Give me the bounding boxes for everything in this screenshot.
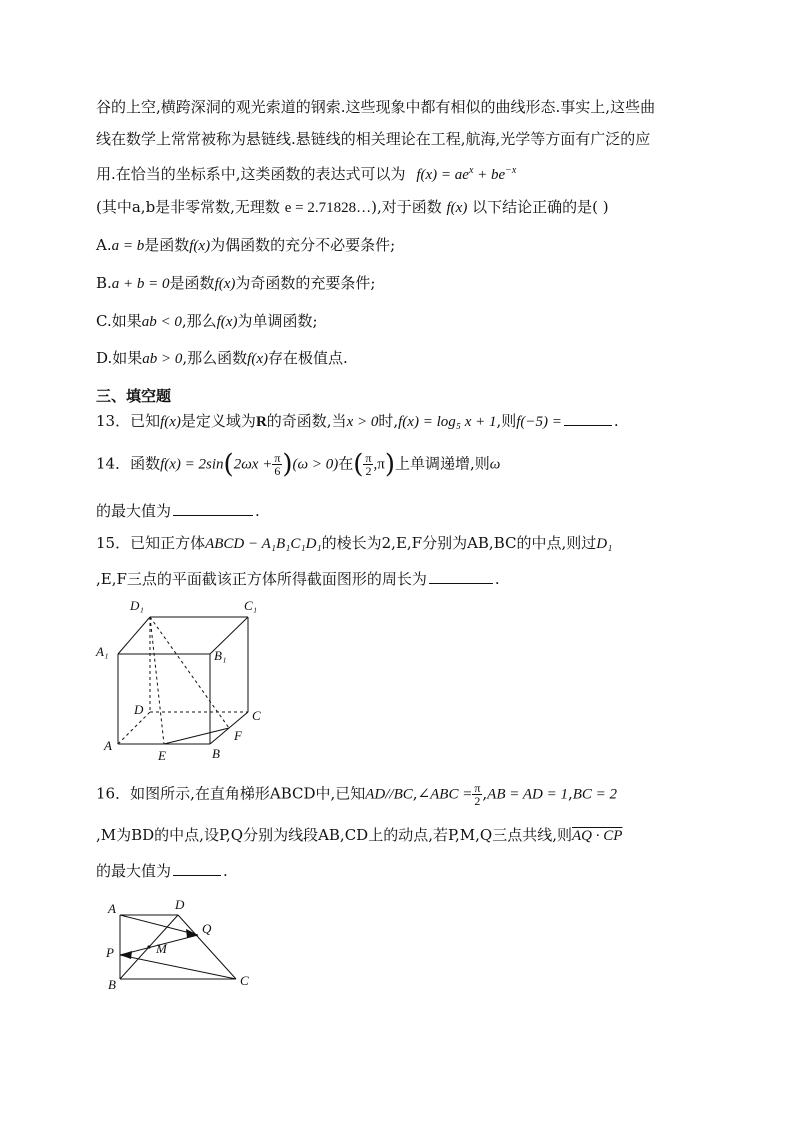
question-14: 14．函数f(x) = 2sin(2ωx + $\frac{\pi}{6}$ )(ω > 0)在( $\frac{\pi}{2}$ ,π)上单调递增,则ω — [96, 449, 501, 480]
vector-product: AQ · CP — [571, 828, 623, 844]
question-16-line-3: 的最大值为 . — [96, 862, 228, 880]
option-a[interactable]: A.a = b是函数f(x)为偶函数的充分不必要条件; — [96, 236, 396, 254]
intro-line-1: 谷的上空,横跨深洞的观光索道的钢索.这些现象中都有相似的曲线形态.事实上,这些曲 — [96, 98, 656, 116]
label-p: P — [106, 945, 114, 960]
question-14-line-2: 的最大值为 . — [96, 502, 260, 520]
cube-figure — [90, 592, 280, 767]
label-f: F — [234, 728, 242, 743]
catenary-formula: $f(x) = ae^x + be^{-x}$ — [416, 165, 517, 183]
label-a: A — [108, 901, 116, 916]
e-value: e = 2.71828… — [284, 200, 372, 216]
label-d1: D₁ — [130, 598, 144, 613]
label-c: C — [252, 708, 261, 723]
label-c1: C₁ — [244, 598, 258, 613]
question-15-line-2: ,E,F三点的平面截该正方体所得截面图形的周长为 . — [96, 570, 500, 588]
label-a: A — [104, 738, 112, 753]
label-a1: A₁ — [96, 644, 109, 659]
option-d[interactable]: D.如果ab > 0,那么函数f(x)存在极值点. — [96, 349, 348, 367]
intro-line-2: 线在数学上常常被称为悬链线.悬链线的相关理论在工程,航海,光学等方面有广泛的应 — [96, 130, 651, 148]
label-e: E — [158, 748, 166, 763]
section-title: 三、填空题 — [96, 387, 172, 405]
answer-blank-16[interactable] — [173, 861, 221, 876]
label-m: M — [156, 941, 167, 956]
label-b: B — [108, 977, 116, 992]
option-c[interactable]: C.如果ab < 0,那么f(x)为单调函数; — [96, 312, 318, 330]
label-c: C — [240, 973, 249, 988]
label-b: B — [212, 746, 220, 761]
intro-text: 用.在恰当的坐标系中,这类函数的表达式可以为 — [96, 165, 406, 183]
label-d: D — [175, 897, 185, 912]
intro-line-4: (其中a,b是非零常数,无理数 e = 2.71828…),对于函数 f(x) 以下结论正确的是( ) — [96, 198, 609, 216]
label-q: Q — [202, 921, 212, 936]
question-15: 15．已知正方体ABCD − A₁B₁C₁D₁的棱长为2,E,F分别为AB,BC的中点,则过D₁ — [96, 534, 613, 552]
question-16: 16．如图所示,在直角梯形ABCD中,已知AD//BC,∠ABC = $\frac{\pi}{2}$ ,AB = AD = 1,BC = 2 — [96, 781, 618, 808]
trapezoid-figure — [98, 897, 268, 993]
answer-blank-14[interactable] — [173, 501, 253, 516]
answer-blank-13[interactable] — [564, 411, 612, 426]
label-b1: B₁ — [214, 648, 227, 663]
question-16-line-2: ,M为BD的中点,设P,Q分别为线段AB,CD上的动点,若P,M,Q三点共线,则AQ · CP — [96, 826, 623, 844]
label-d: D — [134, 702, 144, 717]
option-b[interactable]: B.a + b = 0是函数f(x)为奇函数的充要条件; — [96, 274, 376, 292]
question-13: 13．已知f(x)是定义域为R的奇函数,当x > 0时,f(x) = log₅ x + 1,则f(−5) = . — [96, 412, 619, 430]
answer-blank-15[interactable] — [429, 569, 493, 584]
intro-line-3 — [96, 160, 516, 186]
